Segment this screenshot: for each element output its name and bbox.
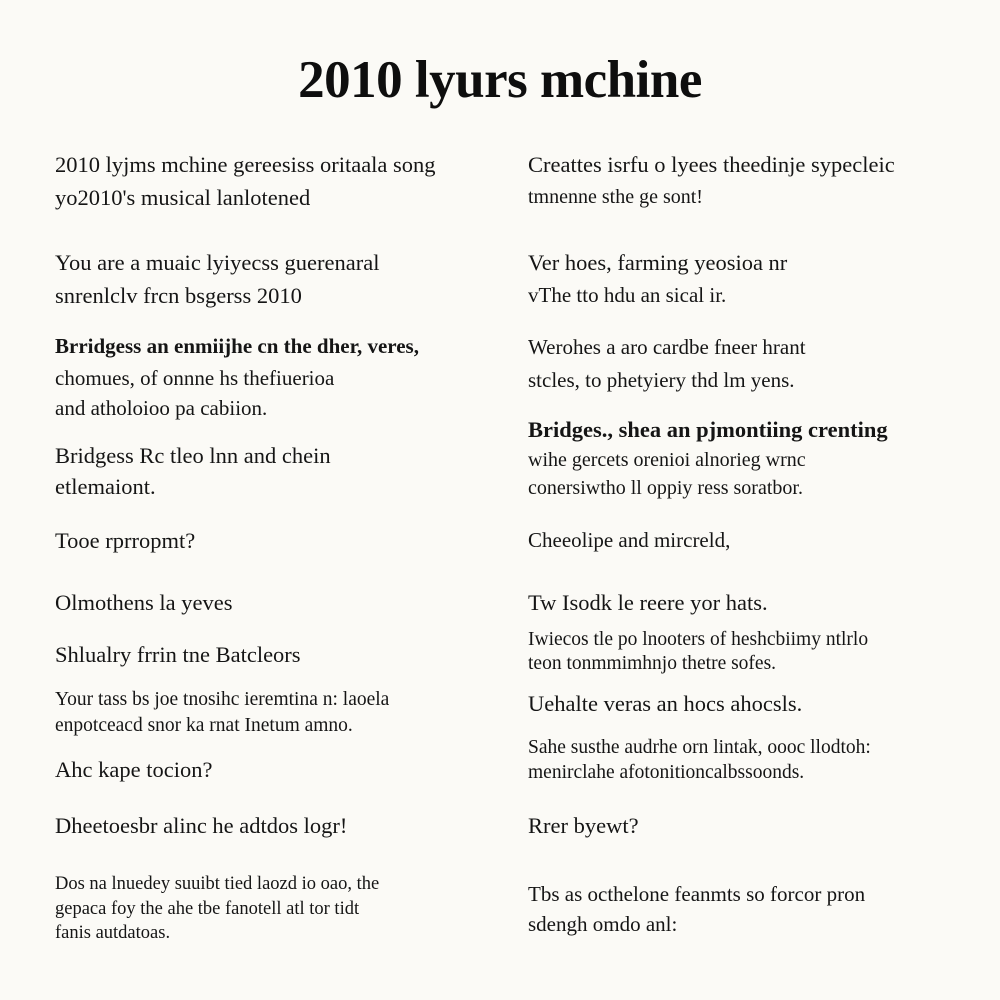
heading-uehalte — [528, 687, 802, 720]
heading-exclaim — [55, 809, 347, 842]
heading-cheeolipe — [528, 525, 730, 556]
text-line: Ver hoes, farming yeosioa nr — [528, 250, 788, 275]
paragraph-creates — [528, 148, 895, 214]
text-line: wihe gercets orenioi alnorieg wrnc — [528, 449, 806, 471]
text-line: Ahc kape tocion? — [55, 757, 213, 782]
text-line: stcles, to phetyiery thd lm yens. — [528, 368, 795, 392]
heading-similarly — [55, 638, 301, 671]
text-line: Iwiecos tle po lnooters of heshcbiimy ntlrlo — [528, 629, 869, 650]
heading-question-2 — [528, 809, 639, 842]
text-line: You are a muaic lyiyecss guerenaral — [55, 250, 380, 275]
text-line: teon tonmmimhnjo thetre sofes. — [528, 653, 777, 674]
text-line: Uehalte veras an hocs ahocsls. — [528, 691, 803, 716]
text-line: conersiwtho ll oppiy ress soratbor. — [528, 477, 803, 499]
text-line: Bridges., shea an pjmontiing crenting — [528, 417, 888, 442]
text-line: Olmothens la yeves — [55, 590, 233, 615]
text-line: 2010 lyjms mchine gereesiss oritaala song — [55, 152, 436, 177]
text-line: Tooe rprropmt? — [55, 528, 196, 553]
text-line: Werohes a aro cardbe fneer hrant — [528, 335, 806, 359]
text-line: Shlualry frrin tne Batcleors — [55, 642, 301, 667]
text-line: chomues, of onnne hs thefiuerioa — [55, 366, 335, 390]
text-line: Bridgess Rc tleo lnn and chein — [55, 443, 331, 468]
text-line: fanis autdatoas. — [55, 923, 171, 943]
paragraph-verse — [528, 246, 787, 312]
paragraph-werohes — [528, 331, 806, 397]
text-line: enpotceacd snor ka rnat Inetum amno. — [55, 715, 353, 736]
text-line: gepaca foy the ahe tbe fanotell atl tor tidt — [55, 898, 360, 919]
text-line: Dos na lnuedey suuibt tied laozd io oao, the — [55, 874, 380, 894]
heading-prompt — [55, 524, 195, 557]
heading-question-1 — [55, 753, 212, 786]
text-line: and atholoioo pa cabiion. — [55, 396, 268, 420]
paragraph-task — [55, 687, 389, 739]
text-line: Creattes isrfu o lyees theedinje sypecleic — [528, 152, 895, 177]
text-line: Rrer byewt? — [528, 813, 639, 838]
text-line: Tw Isodk le reere yor hats. — [528, 590, 768, 615]
paragraph-sahe — [528, 735, 871, 785]
page-title: 2010 lyurs mchine — [298, 51, 702, 109]
text-line: etlemaiont. — [55, 474, 156, 499]
paragraph-bridges-right — [528, 414, 888, 502]
paragraph-iwiecos — [528, 628, 868, 676]
text-line: snrenlclv frcn bsgerss 2010 — [55, 283, 302, 308]
heading-tw-isodk — [528, 586, 768, 619]
paragraph-intro — [55, 148, 436, 214]
text-line: menirclahe afotonitioncalbssoonds. — [528, 762, 805, 783]
text-line: Tbs as octhelone feanmts so forcor pron — [528, 882, 866, 906]
heading-others — [55, 586, 232, 619]
text-line: Sahe susthe audrhe orn lintak, oooc llodtoh: — [528, 737, 871, 758]
text-line: Brridgess an enmiijhe cn the dher, veres, — [55, 334, 419, 358]
text-line: tmnenne sthe ge sont! — [528, 186, 703, 208]
text-line: Cheeolipe and mircreld, — [528, 528, 731, 552]
text-line: sdengh omdo anl: — [528, 912, 678, 936]
paragraph-bridges-1 — [55, 330, 419, 422]
paragraph-closing-right — [528, 879, 865, 939]
paragraph-bridges-2 — [55, 440, 331, 502]
paragraph-role — [55, 246, 379, 312]
paragraph-closing — [55, 872, 379, 946]
text-line: Your tass bs joe tnosihc ieremtina n: laoela — [55, 689, 390, 710]
text-line: vThe tto hdu an sical ir. — [528, 283, 727, 307]
text-line: yo2010's musical lanlotened — [55, 185, 311, 210]
text-line: Dheetoesbr alinc he adtdos logr! — [55, 813, 348, 838]
